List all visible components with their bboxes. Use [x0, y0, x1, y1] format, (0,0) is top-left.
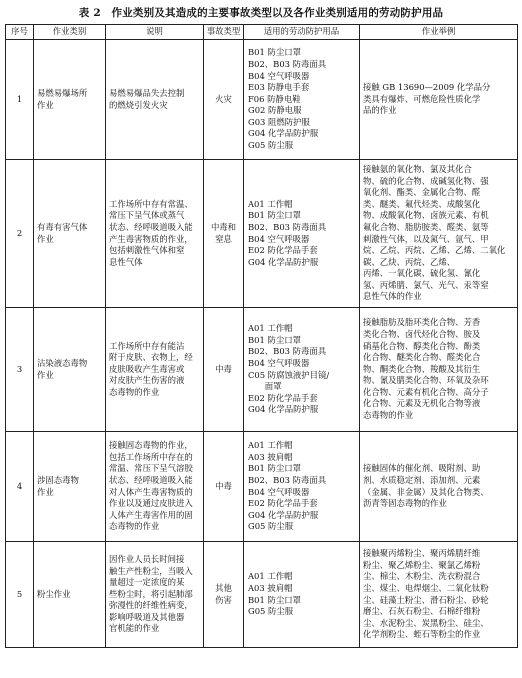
row-equipment: A01 工作帽 A03 披肩帽 B01 防尘口罩 B02、B03 防毒面具 B04 空气呼吸器 E02 防化学品手套 G04 化学品防护服 G05 防尘服	[244, 432, 360, 542]
table-row	[6, 40, 518, 160]
row-number: 2	[6, 160, 34, 308]
row-example: 接触 GB 13690—2009 化学品分 类具有爆炸、可燃危险性质化学 品的作业	[360, 40, 518, 160]
row-description: 接触固态毒物的作业， 包括工作场所中存在的 常温、常压下呈气溶胶 状态、经呼吸道吸入能 对人体产生毒害物质的 作业以及通过皮肤进入 人体产生毒害作用的固 态毒物的作业	[106, 432, 204, 542]
header-accident-type: 事故类型	[204, 25, 244, 40]
row-accident-type: 中毒	[204, 308, 244, 432]
header-no: 序号	[6, 25, 34, 40]
row-description: 工作场所中存有能沾 附于皮肤、衣物上，经 皮肤吸收产生毒害或 对皮肤产生伤害的液 态毒物的作业	[106, 308, 204, 432]
row-example: 接触固体的催化剂、吸附剂、助 剂、水质稳定剂、添加剂、元素 （金属、非金属）及其化合物类、 沥青等固态毒物的作业	[360, 432, 518, 542]
header-example: 作业举例	[360, 25, 518, 40]
row-number: 5	[6, 542, 34, 648]
row-category: 涉固态毒物 作业	[34, 432, 106, 542]
header-category: 作业类别	[34, 25, 106, 40]
ppe-table	[5, 24, 518, 648]
row-category: 沾染液态毒物 作业	[34, 308, 106, 432]
row-equipment: A01 工作帽 B01 防尘口罩 B02、B03 防毒面具 B04 空气呼吸器 E02 防化学品手套 G04 化学品防护服	[244, 160, 360, 308]
row-example: 接触氨的氧化物、氯及其化合 物、硫的化合物、成碱氢化物、强 氧化剂、酯类、金属化合物、醛 类、醚类、氟代烃类、成酸氢化 物、成酸氧化物、卤族元素、有机 氟化合物、脂肪胺类、醛类、氨等 刺激性气体，以及氮气、氩气、甲 烷、乙烷、丙烷、乙烯、乙烯、二氧化碳、乙炔、丙烷、乙烯、 丙烯、一氧化碳、硫化氢、氰化 氢、丙烯腈、氯气、光气、汞等窒 息性气体的作业	[360, 160, 518, 308]
header-row	[6, 25, 518, 40]
row-accident-type: 中毒	[204, 432, 244, 542]
header-equipment: 适用的劳动防护用品	[244, 25, 360, 40]
row-equipment: A01 工作帽 B01 防尘口罩 B02、B03 防毒面具 B04 空气呼吸器 C05 防腐蚀液护目镜/ 面罩 E02 防化学品手套 G04 化学品防护服	[244, 308, 360, 432]
row-category: 有毒有害气体 作业	[34, 160, 106, 308]
table-row	[6, 160, 518, 308]
row-category: 易燃易爆场所 作业	[34, 40, 106, 160]
table-row	[6, 308, 518, 432]
row-equipment: B01 防尘口罩 B02、B03 防毒面具 B04 空气呼吸器 E03 防静电手套 F06 防静电鞋 G02 防静电服 G03 阻燃防护服 G04 化学品防护服 G05 防尘服	[244, 40, 360, 160]
row-description: 因作业人员长时间接 触生产性粉尘，当吸入 量超过一定浓度的某 些粉尘时，将引起肺部 弥漫性的纤维性病变， 影响呼吸道及其他器 官机能的作业	[106, 542, 204, 648]
row-number: 4	[6, 432, 34, 542]
row-number: 3	[6, 308, 34, 432]
row-number: 1	[6, 40, 34, 160]
row-example: 接触聚丙烯粉尘、聚丙烯腈纤维 粉尘、聚乙烯粉尘、聚氯乙烯粉 尘、棉尘、木粉尘、洗衣粉混合 尘、煤尘、电焊烟尘、二氧化钛粉 尘、硅藻土粉尘、滑石粉尘、砂轮 磨尘、石灰石粉尘、石棉纤维粉 尘、水泥粉尘、炭黑粉尘、硅尘、 化学剂粉尘、蛭石等粉尘的作业	[360, 542, 518, 648]
row-description: 工作场所中存有常温、 常压下呈气体或蒸气 状态、经呼吸道吸入能 产生毒害物质的作业， 包括刺激性气体和窒 息性气体	[106, 160, 204, 308]
row-accident-type: 中毒和 窒息	[204, 160, 244, 308]
row-category: 粉尘作业	[34, 542, 106, 648]
table-title: 表 2 作业类别及其造成的主要事故类型以及各作业类别适用的劳动防护用品	[78, 7, 444, 19]
table-row	[6, 432, 518, 542]
row-example: 接触脂肪及脂环类化合物、芳香 类化合物、卤代烃化合物、胺及 硝基化合物、醇类化合物、酚类 化合物、醚类化合物、醛类化合 物、酮类化合物、羧酸及其衍生 物、氰及腈类化合物、环氧及杂环 化合物、元素有机化合物、高分子 化合物、元素及无机化合物等液 态毒物的作业	[360, 308, 518, 432]
row-accident-type: 其他 伤害	[204, 542, 244, 648]
table-row	[6, 542, 518, 648]
row-accident-type: 火灾	[204, 40, 244, 160]
row-equipment: A01 工作帽 A03 披肩帽 B01 防尘口罩 G05 防尘服	[244, 542, 360, 648]
row-description: 易燃易爆品失去控制 的燃烧引发火灾	[106, 40, 204, 160]
header-description: 说明	[106, 25, 204, 40]
